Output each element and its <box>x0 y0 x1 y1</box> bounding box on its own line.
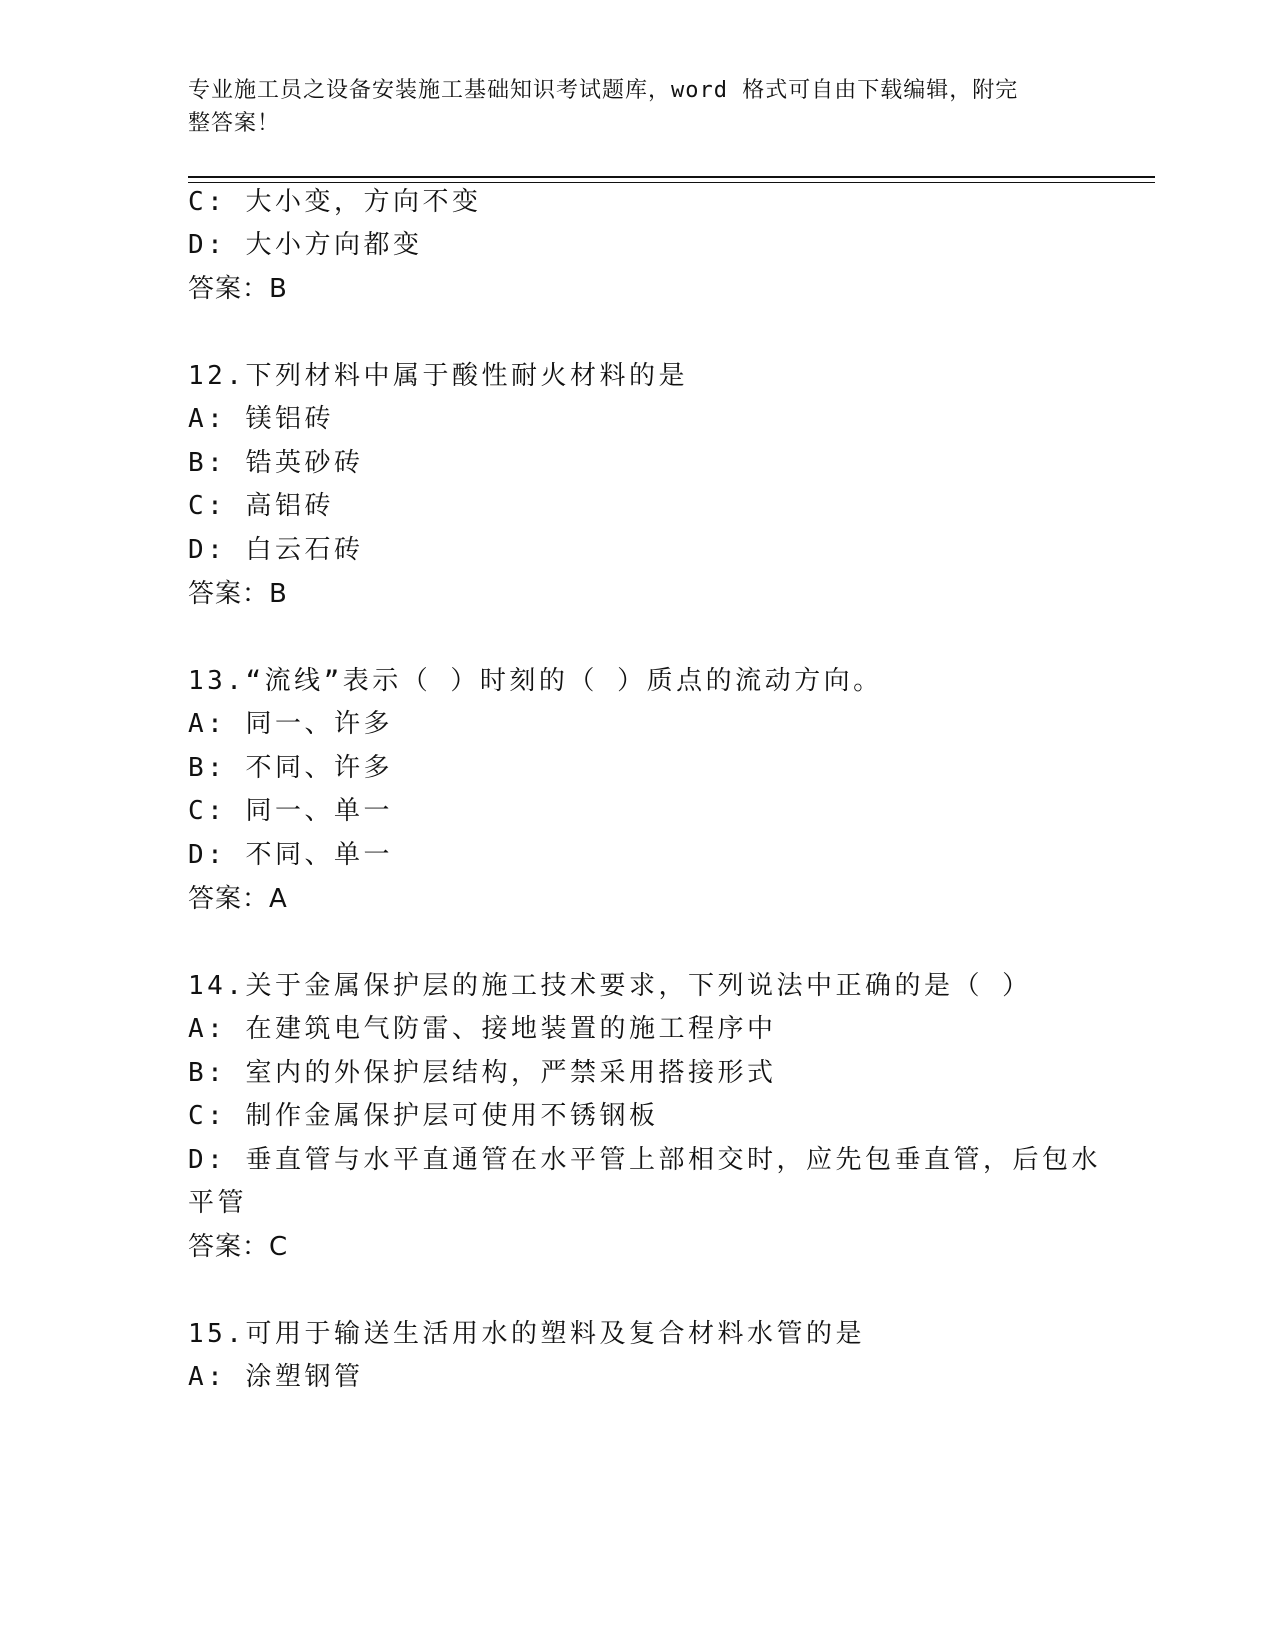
q12-option-b: B: 锆英砂砖 <box>188 448 364 478</box>
header-divider-thin <box>188 182 1155 183</box>
q11-option-c: C: 大小变，方向不变 <box>188 187 482 217</box>
q13-question: 13.“流线”表示（ ）时刻的（ ）质点的流动方向。 <box>188 666 883 696</box>
q15-question: 15.可用于输送生活用水的塑料及复合材料水管的是 <box>188 1319 865 1349</box>
q14-option-d-line-1: D: 垂直管与水平直通管在水平管上部相交时，应先包垂直管，后包水 <box>188 1145 1101 1175</box>
q14-option-a: A: 在建筑电气防雷、接地装置的施工程序中 <box>188 1014 777 1044</box>
q12-option-d: D: 白云石砖 <box>188 535 364 565</box>
q14-question: 14.关于金属保护层的施工技术要求，下列说法中正确的是（ ） <box>188 971 1032 1001</box>
q11-answer: 答案：B <box>188 274 288 304</box>
q14-option-d-line-2: 平管 <box>188 1188 248 1218</box>
q12-option-c: C: 高铝砖 <box>188 491 334 521</box>
header-line-2: 整答案！ <box>188 111 281 136</box>
q11-option-d: D: 大小方向都变 <box>188 230 423 260</box>
document-header <box>188 74 1068 140</box>
q12-answer: 答案：B <box>188 579 288 609</box>
q13-option-d: D: 不同、单一 <box>188 840 393 870</box>
q13-option-a: A: 同一、许多 <box>188 709 393 739</box>
q14-option-b: B: 室内的外保护层结构，严禁采用搭接形式 <box>188 1058 777 1088</box>
q12-option-a: A: 镁铝砖 <box>188 404 334 434</box>
q13-option-c: C: 同一、单一 <box>188 796 393 826</box>
header-divider-thick <box>188 176 1155 178</box>
header-line-1: 专业施工员之设备安装施工基础知识考试题库，word 格式可自由下载编辑，附完 <box>188 78 1019 103</box>
q14-option-c: C: 制作金属保护层可使用不锈钢板 <box>188 1101 659 1131</box>
q14-answer: 答案：C <box>188 1232 289 1262</box>
q13-option-b: B: 不同、许多 <box>188 753 393 783</box>
q15-option-a: A: 涂塑钢管 <box>188 1362 364 1392</box>
q13-answer: 答案：A <box>188 884 288 914</box>
q12-question: 12.下列材料中属于酸性耐火材料的是 <box>188 361 688 391</box>
